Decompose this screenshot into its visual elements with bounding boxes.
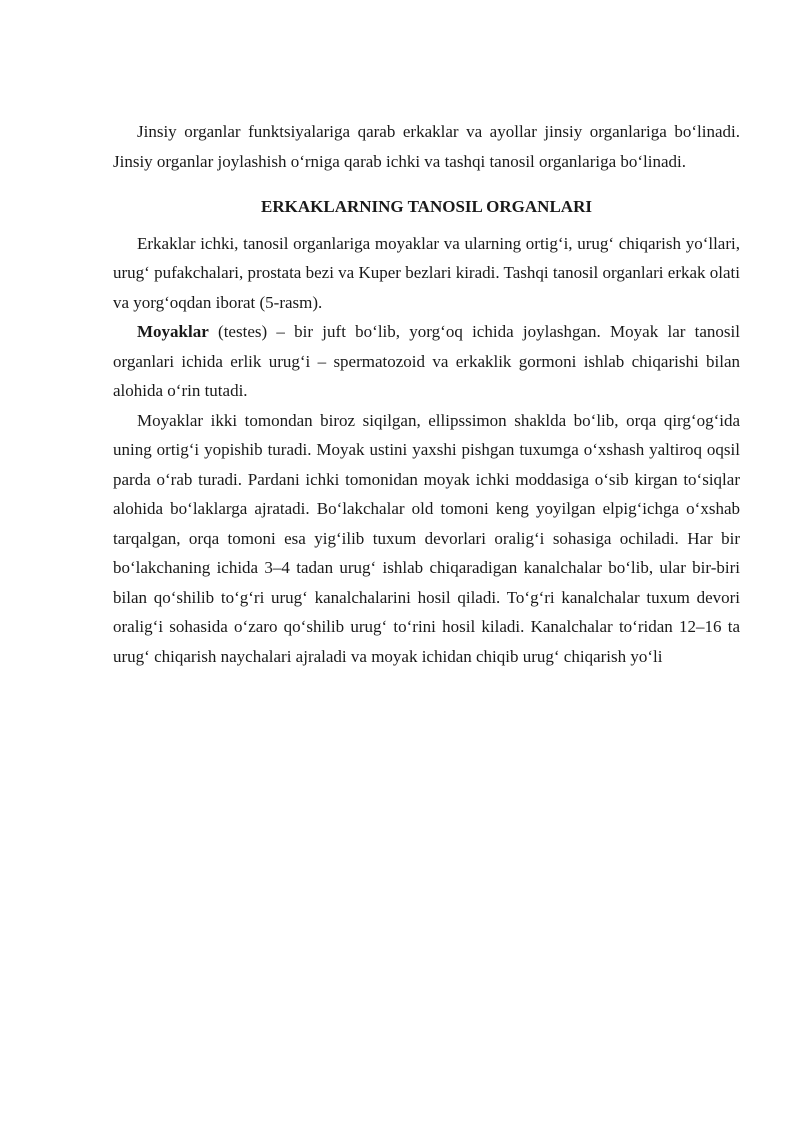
paragraph-male-organs-overview: Erkaklar ichki, tanosil organlariga moyaklar va ularning ortig‘i, urug‘ chiqarish yo‘llari, urug‘ pufakchalari, prostata bezi va Kuper bezlari kiradi. Tashqi tanosil organlari erkak olati va yorg‘oqdan iborat (5-rasm).	[113, 233, 740, 312]
term-moyaklar: Moyaklar	[137, 322, 209, 341]
paragraph-testes-definition	[113, 317, 740, 406]
section-heading: ERKAKLARNING TANOSIL ORGANLARI	[261, 197, 592, 216]
paragraph-testes-structure: Moyaklar ikki tomondan biroz siqilgan, ellipssimon shaklda bo‘lib, orqa qirg‘og‘ida uning ortig‘i yopishib turadi. Moyak ustini yaxshi pishgan tuxumga o‘xshash yaltiroq oqsil parda o‘rab turadi. Pardani ichki tomonidan moyak ichki moddasiga o‘sib kirgan to‘siqlar alohida bo‘laklarga ajratadi. Bo‘lakchalar old tomoni keng yoyilgan elpig‘ichga o‘xshab tarqalgan, orqa tomoni esa yig‘ilib tuxum devorlari oralig‘i sohasiga ochiladi. Har bir bo‘lakchaning ichida 3–4 tadan urug‘ ishlab chiqaradigan kanalchalar bo‘lib, ular bir-biri bilan qo‘shilib to‘g‘ri urug‘ kanalchalarini hosil qiladi. To‘g‘ri kanalchalar tuxum devori oralig‘i sohasida o‘zaro qo‘shilib urug‘ to‘rini hosil kiladi. Kanalchalar to‘ridan 12–16 ta urug‘ chiqarish naychalari ajraladi va moyak ichidan chiqib urug‘ chiqarish yo‘li	[113, 410, 740, 666]
paragraph-testes-definition-text: (testes) – bir juft bo‘lib, yorg‘oq ichida joylashgan. Moyak lar tanosil organlari ichida erlik urug‘i – spermatozoid va erkaklik gormoni ishlab chiqarishi bilan alohida o‘rin tutadi.	[113, 322, 740, 400]
document-body	[113, 117, 740, 671]
intro-paragraph: Jinsiy organlar funktsiyalariga qarab erkaklar va ayollar jinsiy organlariga bo‘linadi. Jinsiy organlar joylashish o‘rniga qarab ichki va tashqi tanosil organlariga bo‘linadi.	[113, 122, 740, 171]
